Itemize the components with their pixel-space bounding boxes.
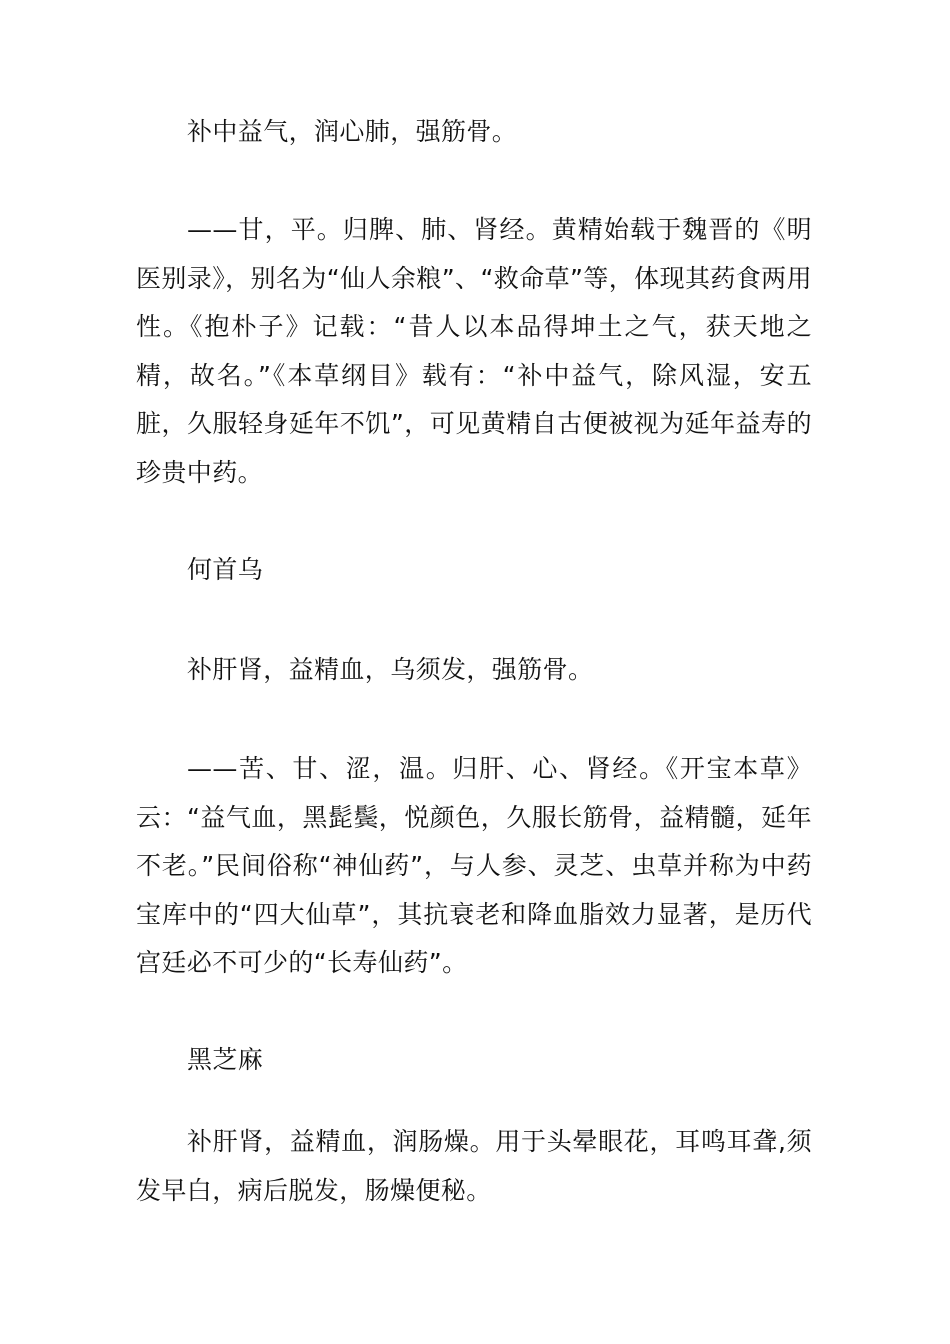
heading-heshouwu: 何首乌 bbox=[187, 555, 264, 584]
paragraph-huangjing-description: ——甘，平。归脾、肺、肾经。黄精始载于魏晋的《明医别录》，别名为“仙人余粮”、“救命草”等，体现其药食两用性。《抱朴子》记载：“昔人以本品得坤土之气，获天地之精，故名。”《本草纲目》载有：“补中益气，除风湿，安五脏，久服轻身延年不饥”，可见黄精自古便被视为延年益寿的珍贵中药。 bbox=[136, 215, 812, 487]
paragraph-heizhima-summary: 补肝肾，益精血，润肠燥。用于头晕眼花，耳鸣耳聋,须发早白，病后脱发，肠燥便秘。 bbox=[136, 1127, 812, 1205]
paragraph-heshouwu-summary: 补肝肾，益精血，乌须发，强筋骨。 bbox=[187, 655, 594, 684]
paragraph-huangjing-summary: 补中益气，润心肺，强筋骨。 bbox=[187, 117, 518, 146]
paragraph-heshouwu-description: ——苦、甘、涩，温。归肝、心、肾经。《开宝本草》云：“益气血，黑髭鬓，悦颜色，久服长筋骨，益精髓，延年不老。”民间俗称“神仙药”，与人参、灵芝、虫草并称为中药宝库中的“四大仙草”，其抗衰老和降血脂效力显著，是历代宫廷必不可少的“长寿仙药”。 bbox=[136, 754, 812, 978]
heading-heizhima: 黑芝麻 bbox=[187, 1045, 264, 1074]
